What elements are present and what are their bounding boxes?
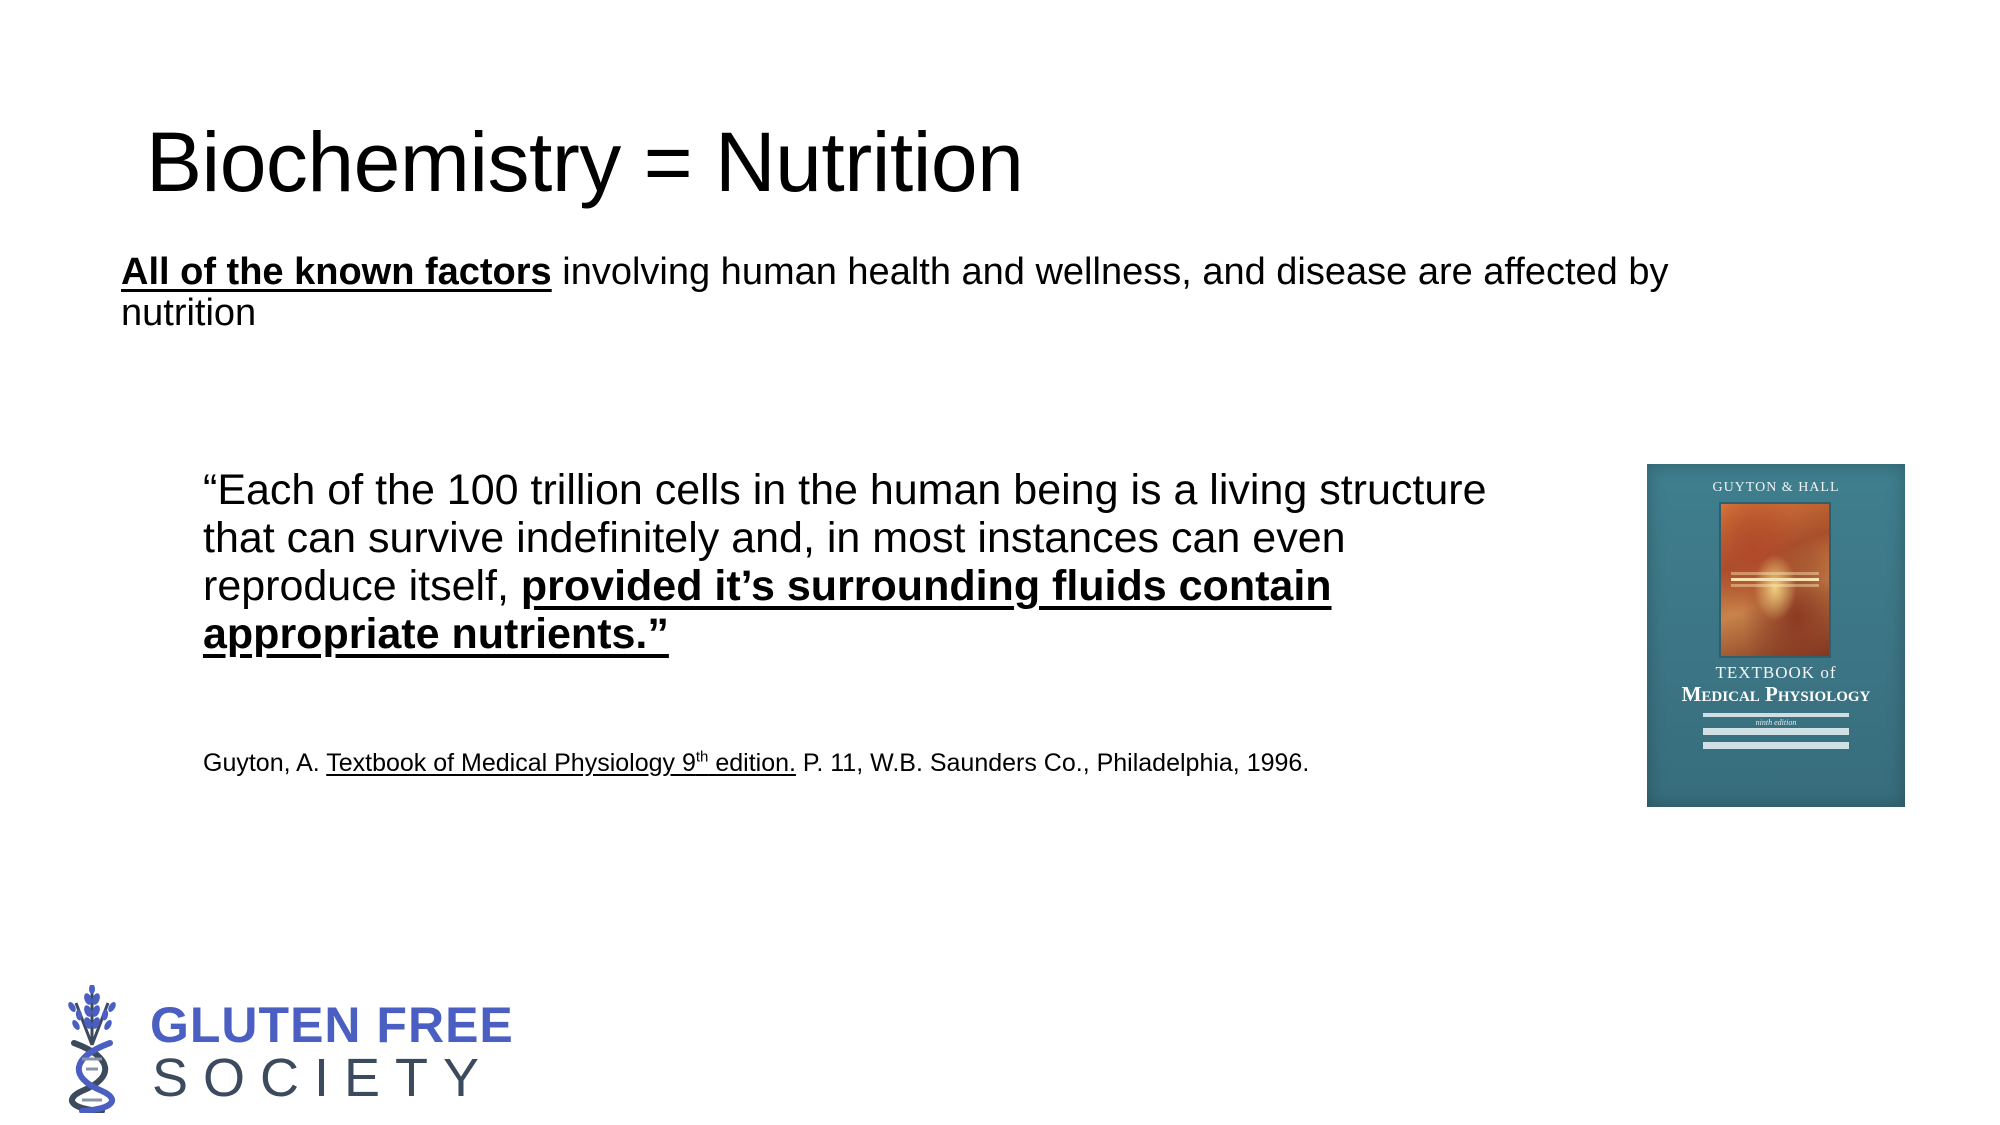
- quote-emphasis: provided it’s surrounding fluids contain appropriate nutrients.”: [203, 562, 1332, 658]
- wheat-dna-icon: [52, 985, 132, 1113]
- intro-text: [121, 252, 1761, 334]
- citation-superscript: th: [695, 748, 709, 766]
- cover-stripe: [1703, 728, 1849, 735]
- quote-plain: “Each of the 100 trillion cells in the human being is a living structure that can survive indefinitely and, in most instances can even reproduce itself,: [203, 466, 1487, 610]
- logo-line-gluten-free: GLUTEN FREE: [150, 997, 514, 1053]
- citation-book-name: Textbook of Medical Physiology 9: [326, 749, 696, 777]
- cover-title: Medical Physiology: [1681, 682, 1871, 706]
- intro-emphasis: All of the known factors: [121, 251, 552, 293]
- intro-rest: involving human health and wellness, and disease are affected by nutrition: [121, 251, 1669, 334]
- citation-book-title: [326, 749, 796, 777]
- citation-author: Guyton, A.: [203, 749, 327, 777]
- cover-authors: GUYTON & HALL: [1712, 480, 1840, 495]
- gluten-free-society-logo: [52, 985, 514, 1115]
- citation-rest: P. 11, W.B. Saunders Co., Philadelphia, 1996.: [795, 749, 1310, 777]
- cover-edition: ninth edition: [1755, 718, 1797, 727]
- book-cover-image: [1647, 464, 1905, 807]
- slide-title: Biochemistry = Nutrition: [146, 115, 1024, 209]
- cover-subtitle: TEXTBOOK of: [1715, 663, 1837, 682]
- cover-stripe: [1703, 713, 1849, 717]
- cover-stripe: [1703, 742, 1849, 749]
- citation: [203, 748, 1623, 778]
- quote-text: [203, 466, 1523, 658]
- logo-line-society: SOCIETY: [152, 1048, 495, 1108]
- citation-book-suffix: edition.: [708, 749, 796, 777]
- cover-artwork: [1719, 502, 1831, 658]
